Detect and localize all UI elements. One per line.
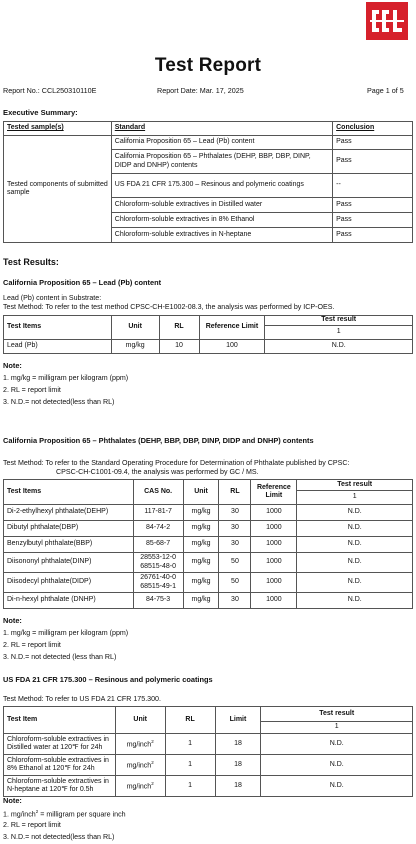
lead-substrate-line: Lead (Pb) content in Substrate: xyxy=(3,294,102,302)
rl-cell: 30 xyxy=(219,593,251,609)
table-row xyxy=(4,734,413,755)
unit-cell: mg/kg xyxy=(183,521,219,537)
table-row xyxy=(4,521,413,537)
test-results-heading: Test Results: xyxy=(3,257,59,267)
item-cell: Di-2-ethylhexyl phthalate(DEHP) xyxy=(4,505,134,521)
table-header-row xyxy=(4,122,413,136)
col-sample: Tested sample(s) xyxy=(4,122,112,136)
cas-cell: 84-74-2 xyxy=(133,521,183,537)
fda-method: Test Method: To refer to US FDA 21 CFR 175.300. xyxy=(3,695,161,703)
fda-note-1: 1. mg/inch$^2$ = milligram per square inch xyxy=(3,809,126,819)
col-rl: RL xyxy=(165,707,215,734)
result-cell: N.D. xyxy=(297,593,413,609)
table-header-row xyxy=(4,480,413,491)
col-cas: CAS No. xyxy=(133,480,183,505)
col-result-no: 1 xyxy=(261,722,413,734)
rl-cell: 50 xyxy=(219,573,251,593)
phthalates-table xyxy=(3,479,413,609)
executive-summary-heading: Executive Summary: xyxy=(3,108,78,117)
unit-cell: mg/inch$^2$ xyxy=(115,776,165,797)
standard-cell: Chloroform-soluble extractives in 8% Ethanol xyxy=(111,213,332,228)
standard-cell: California Proposition 65 – Lead (Pb) content xyxy=(111,136,332,150)
col-rl: RL xyxy=(159,316,199,340)
ref-cell: 1000 xyxy=(251,573,297,593)
unit-cell: mg/inch$^2$ xyxy=(115,755,165,776)
result-cell: N.D. xyxy=(261,776,413,797)
standard-cell: California Proposition 65 – Phthalates (DEHP, BBP, DBP, DINP, DIDP and DNHP) contents xyxy=(111,150,332,174)
ref-cell: 1000 xyxy=(251,553,297,573)
fda-section-title: US FDA 21 CFR 175.300 – Resinous and polymeric coatings xyxy=(3,675,213,684)
rl-cell: 10 xyxy=(159,340,199,354)
table-header-row xyxy=(4,707,413,722)
col-test-item: Test Item xyxy=(4,707,116,734)
result-cell: N.D. xyxy=(297,573,413,593)
result-cell: N.D. xyxy=(297,521,413,537)
result-cell: N.D. xyxy=(297,553,413,573)
phthalates-note-2: 2. RL = report limit xyxy=(3,641,61,649)
table-row xyxy=(4,553,413,573)
cas-cell: 84-75-3 xyxy=(133,593,183,609)
cas-cell: 28553-12-0 68515-48-0 xyxy=(133,553,183,573)
col-limit: Limit xyxy=(215,707,261,734)
limit-cell: 18 xyxy=(215,776,261,797)
col-result-no: 1 xyxy=(297,491,413,505)
lead-note-2: 2. RL = report limit xyxy=(3,386,61,394)
item-cell: Chloroform-soluble extractives in 8% Ethanol at 120℉ for 24h xyxy=(4,755,116,776)
page-title: Test Report xyxy=(154,55,262,76)
col-unit: Unit xyxy=(111,316,159,340)
phthalates-method-1: Test Method: To refer to the Standard Operating Procedure for Determination of Phthalate published by CPSC: xyxy=(3,459,350,467)
col-reference-limit: Reference Limit xyxy=(251,480,297,505)
unit-cell: mg/kg xyxy=(183,537,219,553)
col-conclusion: Conclusion xyxy=(333,122,413,136)
sample-cell: Tested components of submitted sample xyxy=(4,136,112,243)
table-row xyxy=(4,755,413,776)
ref-cell: 1000 xyxy=(251,537,297,553)
cas-cell: 117-81-7 xyxy=(133,505,183,521)
conclusion-cell: Pass xyxy=(333,150,413,174)
result-cell: N.D. xyxy=(265,340,413,354)
lead-note-3: 3. N.D.= not detected(less than RL) xyxy=(3,398,115,406)
lead-method: Test Method: To refer to the test method CPSC-CH-E1002-08.3, the analysis was performed by ICP-OES. xyxy=(3,303,335,311)
item-cell: Di-n-hexyl phthalate (DNHP) xyxy=(4,593,134,609)
phthalates-note-title: Note: xyxy=(3,616,22,625)
col-rl: RL xyxy=(219,480,251,505)
phthalates-method-2: CPSC-CH-C1001-09.4, the analysis was performed by GC / MS. xyxy=(56,468,259,476)
lead-note-title: Note: xyxy=(3,361,22,370)
report-number: Report No.: CCL250310110E xyxy=(3,86,97,95)
unit-cell: mg/inch$^2$ xyxy=(115,734,165,755)
summary-table xyxy=(3,121,413,243)
conclusion-cell: Pass xyxy=(333,198,413,213)
conclusion-cell: Pass xyxy=(333,228,413,243)
item-cell: Benzylbutyl phthalate(BBP) xyxy=(4,537,134,553)
ref-cell: 1000 xyxy=(251,521,297,537)
report-date: Report Date: Mar. 17, 2025 xyxy=(157,86,244,95)
rl-cell: 30 xyxy=(219,537,251,553)
result-cell: N.D. xyxy=(297,537,413,553)
unit-cell: mg/kg xyxy=(183,505,219,521)
col-standard: Standard xyxy=(111,122,332,136)
conclusion-cell: Pass xyxy=(333,136,413,150)
col-result-no: 1 xyxy=(265,326,413,340)
col-unit: Unit xyxy=(115,707,165,734)
table-row xyxy=(4,776,413,797)
standard-cell: Chloroform-soluble extractives in Distilled water xyxy=(111,198,332,213)
rl-cell: 30 xyxy=(219,521,251,537)
ref-cell: 1000 xyxy=(251,593,297,609)
ref-cell: 100 xyxy=(199,340,265,354)
rl-cell: 50 xyxy=(219,553,251,573)
item-cell: Dibutyl phthalate(DBP) xyxy=(4,521,134,537)
lead-section-title: California Proposition 65 – Lead (Pb) content xyxy=(3,278,162,287)
table-row xyxy=(4,136,413,150)
rl-cell: 1 xyxy=(165,734,215,755)
lead-note-1: 1. mg/kg = milligram per kilogram (ppm) xyxy=(3,374,129,382)
phthalates-section-title: California Proposition 65 – Phthalates (DEHP, BBP, DBP, DINP, DIDP and DNHP) contents xyxy=(3,436,314,445)
col-test-result: Test result xyxy=(297,480,413,491)
result-cell: N.D. xyxy=(261,755,413,776)
table-row xyxy=(4,593,413,609)
col-test-result: Test result xyxy=(265,316,413,326)
table-header-row xyxy=(4,316,413,326)
fda-note-title: Note: xyxy=(3,796,22,805)
phthalates-note-1: 1. mg/kg = milligram per kilogram (ppm) xyxy=(3,629,129,637)
limit-cell: 18 xyxy=(215,755,261,776)
ccl-logo-icon xyxy=(366,2,408,40)
ref-cell: 1000 xyxy=(251,505,297,521)
conclusion-cell: Pass xyxy=(333,213,413,228)
conclusion-cell: -- xyxy=(333,174,413,198)
unit-cell: mg/kg xyxy=(183,553,219,573)
result-cell: N.D. xyxy=(261,734,413,755)
standard-cell: US FDA 21 CFR 175.300 – Resinous and polymeric coatings xyxy=(111,174,332,198)
item-cell: Lead (Pb) xyxy=(4,340,112,354)
unit-cell: mg/kg xyxy=(183,573,219,593)
item-cell: Diisononyl phthalate(DINP) xyxy=(4,553,134,573)
fda-note-3: 3. N.D.= not detected(less than RL) xyxy=(3,833,115,841)
item-cell: Chloroform-soluble extractives in N-heptane at 120℉ for 0.5h xyxy=(4,776,116,797)
phthalates-note-3: 3. N.D.= not detected (less than RL) xyxy=(3,653,117,661)
limit-cell: 18 xyxy=(215,734,261,755)
fda-table xyxy=(3,706,413,797)
cas-cell: 26761-40-0 68515-49-1 xyxy=(133,573,183,593)
cas-cell: 85-68-7 xyxy=(133,537,183,553)
col-test-items: Test Items xyxy=(4,480,134,505)
col-test-items: Test Items xyxy=(4,316,112,340)
rl-cell: 1 xyxy=(165,776,215,797)
rl-cell: 1 xyxy=(165,755,215,776)
lead-table xyxy=(3,315,413,354)
table-row xyxy=(4,340,413,354)
unit-cell: mg/kg xyxy=(183,593,219,609)
unit-cell: mg/kg xyxy=(111,340,159,354)
table-row xyxy=(4,537,413,553)
col-unit: Unit xyxy=(183,480,219,505)
fda-note-2: 2. RL = report limit xyxy=(3,821,61,829)
standard-cell: Chloroform-soluble extractives in N-heptane xyxy=(111,228,332,243)
col-reference-limit: Reference Limit xyxy=(199,316,265,340)
item-cell: Diisodecyl phthalate(DIDP) xyxy=(4,573,134,593)
table-row xyxy=(4,505,413,521)
result-cell: N.D. xyxy=(297,505,413,521)
item-cell: Chloroform-soluble extractives in Distilled water at 120℉ for 24h xyxy=(4,734,116,755)
table-row xyxy=(4,573,413,593)
page-number: Page 1 of 5 xyxy=(367,86,404,95)
col-test-result: Test result xyxy=(261,707,413,722)
rl-cell: 30 xyxy=(219,505,251,521)
